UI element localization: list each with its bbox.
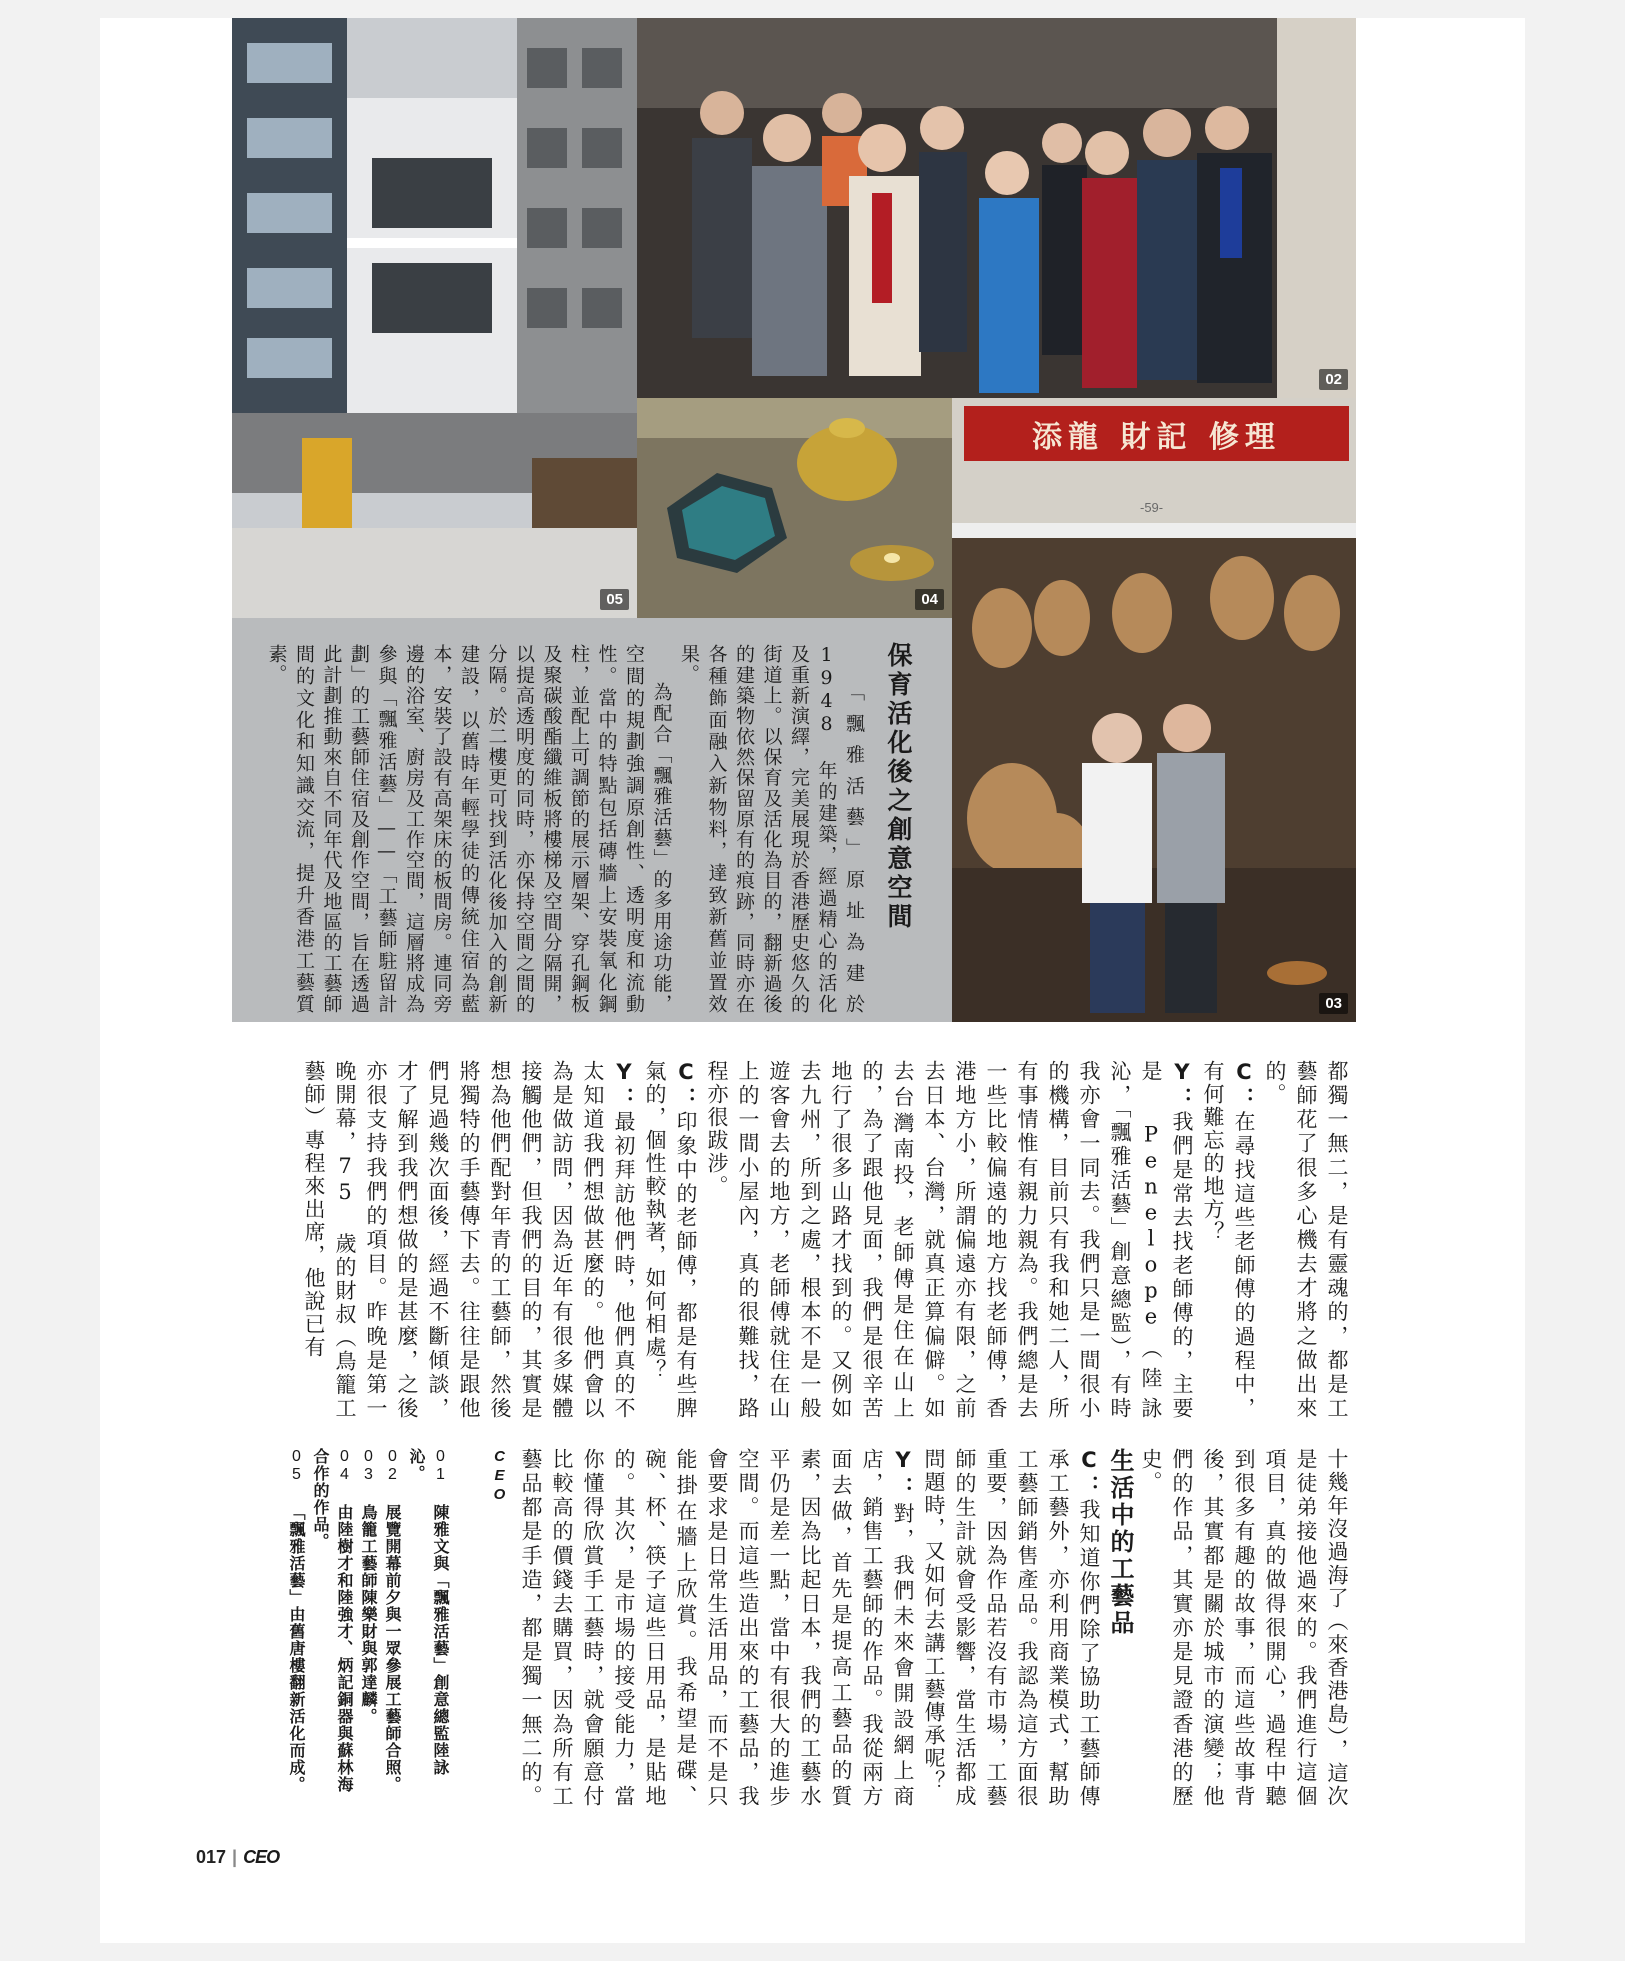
magazine-brand: CEO — [243, 1847, 280, 1867]
qa-block: Y：我們是常去找老師傅的，主要是 Penelope（陸詠沁，「飄雅活藝」創意總監），有時我亦會一同去。我們只是一間很小的機構，目前只有我和她二人，所有事情惟有親力親為。我們總是去一些比較偏遠的地方找老師傅，香港地方小，所謂偏遠亦有限，之前去日本、台灣，就真正算偏僻。如去台灣南投，老師傅是住在山上的，為了跟他見面，我們是很辛苦地行了很多山路才找到的。又例如去九州，所到之處，根本不是一般遊客會去的地方，老師傅就住在山上的一間小屋內，真的很難找，路程亦很跋涉。 — [705, 1060, 1194, 1421]
page-number: 017 — [196, 1847, 227, 1867]
shop-number: -59- — [1140, 500, 1164, 515]
page-footer — [196, 1847, 279, 1868]
shop-sign-text: 理修 記財 龍添 — [1032, 419, 1281, 455]
photo-building-facade — [232, 18, 637, 618]
captions — [232, 1448, 452, 1808]
group-illustration — [637, 18, 1356, 398]
section-title: 生活中的工藝品 — [1106, 1448, 1134, 1637]
shop-sign — [964, 406, 1349, 461]
photo-group — [637, 18, 1356, 398]
sidebar-paragraph: 為配合「飄雅活藝」的多用途功能，空間的規劃強調原創性、透明度和流動性。當中的特點包括磚牆上安裝氧化鋼柱，並配上可調節的展示層架、穿孔鋼板及聚碳酸酯纖維板將樓梯及空間分隔開，以提高透明度的同時，亦保持空間之間的分隔。於二樓更可找到活化後加入的創新建設，以舊時年輕學徒的傳統住宿為藍本，安裝了設有高架床的板間房。連同旁邊的浴室、廚房及工作空間，這層將成為參與「飄雅活藝」——「工藝師駐留計劃」的工藝師住宿及創作空間，旨在透過此計劃推動來自不同年代及地區的工藝師間的文化和知識交流，提升香港工藝質素。 — [265, 644, 673, 1014]
shop-illustration — [952, 398, 1356, 1022]
caption: 01 陳雅文與「飄雅活藝」創意總監陸詠沁。 — [407, 1448, 450, 1776]
intro-paragraph: 十幾年沒過海了（來香港島），這次是徒弟接他過來的。我們進行這個項目，真的做得很開心，過程中聽到很多有趣的故事，而這些故事背後，其實都是關於城市的演變；他們的作品，其實亦是見證香港的歷史。 — [1139, 1448, 1349, 1808]
qa-block: 都獨一無二，是有靈魂的，都是工藝師花了很多心機去才將之做出來的。 — [1263, 1060, 1349, 1420]
sidebar-text — [262, 644, 867, 1014]
qa-block: C：我知道你們除了協助工藝師傳承工藝外，亦利用商業模式，幫助工藝師銷售產品。我認為這方面很重要，因為作品若沒有市場，工藝師的生計就會受影響，當生活都成問題時，又如何去講工藝傳承呢？ — [922, 1448, 1101, 1809]
caption: 04 由陸樹才和陸強才、炳記銅器與蘇林海合作的作品。 — [311, 1448, 354, 1793]
caption: 02 展覽開幕前夕與一眾參展工藝師合照。 — [383, 1448, 402, 1793]
footer-divider: | — [232, 1847, 238, 1867]
photo-number: 04 — [915, 589, 944, 610]
caption: 05 「飄雅活藝」由舊唐樓翻新活化而成。 — [287, 1448, 306, 1793]
caption: 03 鳥籠工藝師陳樂財與郭達麟。 — [359, 1448, 378, 1725]
end-mark: CEO — [491, 1448, 508, 1505]
photo-birdcage-shop — [952, 398, 1356, 1022]
qa-block: Y：對，我們未來會開設網上商店，銷售工藝師的作品。我從兩方面去做，首先是提高工藝品的質素，因為比起日本，我們的工藝水平仍是差一點，當中有很大的進步空間。而這些造出來的工藝品，我會要求是日常生活用品，而不是只能掛在牆上欣賞。我希望是碟、碗、杯、筷子這些日用品，是貼地的。其次，是市場的接受能力，當你懂得欣賞手工藝時，就會願意付比較高的價錢去購買，因為所有工藝品都是手造，都是獨一無二的。CEO — [491, 1448, 915, 1809]
qa-block: C：在尋找這些老師傅的過程中，有何難忘的地方？ — [1201, 1060, 1256, 1421]
interview-column-a — [232, 1060, 1352, 1420]
sidebar-title: 保育活化後之創意空間 — [884, 642, 913, 932]
teapot-illustration — [637, 398, 952, 618]
qa-block: Y：最初拜訪他們時，他們真的不太知道我們想做甚麼的。他們會以為是做訪問，因為近年有很多媒體接觸他們，但我們的目的，其實是想為他們配對年青的工藝師，然後將獨特的手藝傳下去。往往是跟他們見過幾次面後，經過不斷傾談，才了解到我們想做的是甚麼，之後亦很支持我們的項目。昨晚是第一晚開幕，75 歲的財叔（鳥籠工藝師）專程來出席，他說已有 — [302, 1060, 636, 1421]
photo-number: 02 — [1319, 369, 1348, 390]
photo-number: 05 — [600, 589, 629, 610]
qa-block: C：印象中的老師傅，都是有些脾氣的，個性較執著，如何相處？ — [643, 1060, 698, 1421]
sidebar-paragraph: 「飄雅活藝」原址為建於 1948 年的建築，經過精心的活化及重新演繹，完美展現於香港歷史悠久的街道上。以保育及活化為目的，翻新過後的建築物依然保留原有的痕跡，同時亦在各種飾面融入新物料，達致新舊並置效果。 — [678, 644, 865, 1014]
photo-number: 03 — [1319, 993, 1348, 1014]
photo-teapot — [637, 398, 952, 618]
building-illustration — [232, 18, 637, 618]
interview-column-b — [470, 1448, 1352, 1808]
